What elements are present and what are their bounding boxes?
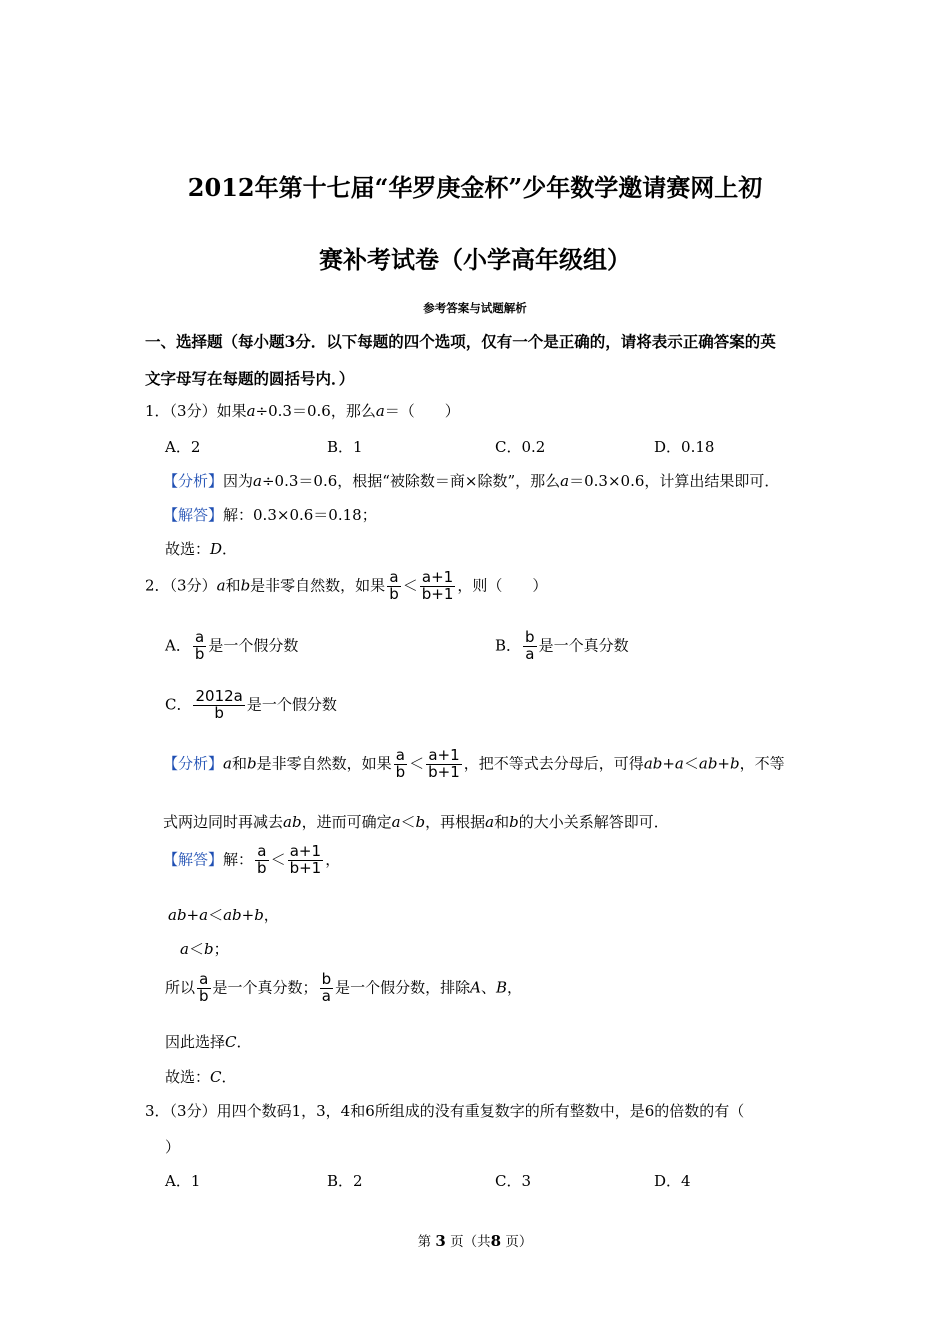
question-1-option-a: A．2 (165, 438, 201, 456)
question-2-step-1: ab+a＜ab+b， (168, 906, 279, 924)
question-2-solution: 【解答】解： $\frac{a}{b}$ ＜ $\frac{a+1}{b+1}$ ， (163, 842, 341, 877)
section-heading-line-1: 一、选择题（每小题3分．以下每题的四个选项，仅有一个是正确的，请将表示正确答案的英 (145, 332, 776, 351)
question-2-analysis-line-2: 式两边同时再减去ab，进而可确定a＜b，再根据a和b的大小关系解答即可． (163, 813, 669, 831)
question-2-step-4: 因此选择C． (165, 1033, 252, 1051)
question-1-answer: 故选：D． (165, 540, 238, 558)
document-title-line-2: 赛补考试卷（小学高年级组） (319, 245, 631, 274)
question-3-option-c: C．3 (495, 1172, 532, 1190)
question-1-analysis: 【分析】因为a÷0.3＝0.6，根据“被除数＝商×除数”，那么a＝0.3×0.6，计算出结果即可． (163, 472, 780, 490)
document-subtitle: 参考答案与试题解析 (423, 301, 527, 315)
question-2-step-3: 所以 $\frac{a}{b}$ 是一个真分数； $\frac{b}{a}$ 是一个假分数，排除A、B， (165, 970, 523, 1005)
question-3-stem-line-1: 3．（3分）用四个数码1，3，4和6所组成的没有重复数字的所有整数中，是6的倍数的有（ (145, 1102, 745, 1120)
question-1-option-d: D．0.18 (654, 438, 715, 456)
question-1-solution: 【解答】解：0.3×0.6＝0.18； (163, 506, 377, 524)
page-footer: 第 3 页（共8 页） (417, 1232, 533, 1250)
question-3-option-d: D．4 (654, 1172, 691, 1190)
question-3-option-a: A．1 (165, 1172, 201, 1190)
fraction-a-over-b: $\frac{a}{b}$ (389, 568, 399, 603)
section-heading-line-2: 文字母写在每题的圆括号内．） (145, 369, 355, 388)
question-2-analysis-line-1: 【分析】a和b是非零自然数，如果 $\frac{a}{b}$ ＜ $\frac{a+1}{b+1}$ ，把不等式去分母后，可得ab+a＜ab+b，不等 (163, 746, 785, 781)
question-1-stem: 1．（3分）如果a÷0.3＝0.6，那么a＝（ ） (145, 402, 460, 420)
question-2-step-2: a＜b； (180, 940, 229, 958)
question-2-answer: 故选：C． (165, 1068, 237, 1086)
question-1-option-c: C．0.2 (495, 438, 546, 456)
question-3-stem-line-2: ） (165, 1138, 181, 1156)
question-2-option-c: C． $\frac{2012a}{b}$ 是一个假分数 (165, 687, 337, 722)
question-2-option-b: B． $\frac{b}{a}$ 是一个真分数 (495, 628, 629, 663)
question-3-option-b: B．2 (327, 1172, 363, 1190)
fraction-a1-over-b1: $\frac{a+1}{b+1}$ (421, 568, 454, 603)
question-2-stem: 2．（3分）a和b是非零自然数，如果 $\frac{a}{b}$ ＜ $\frac{a+1}{b+1}$ ，则（ ） (145, 568, 548, 603)
document-title-line-1: 2012年第十七届“华罗庚金杯”少年数学邀请赛网上初 (187, 173, 763, 202)
question-2-option-a: A． $\frac{a}{b}$ 是一个假分数 (165, 628, 299, 663)
question-1-option-b: B．1 (327, 438, 363, 456)
